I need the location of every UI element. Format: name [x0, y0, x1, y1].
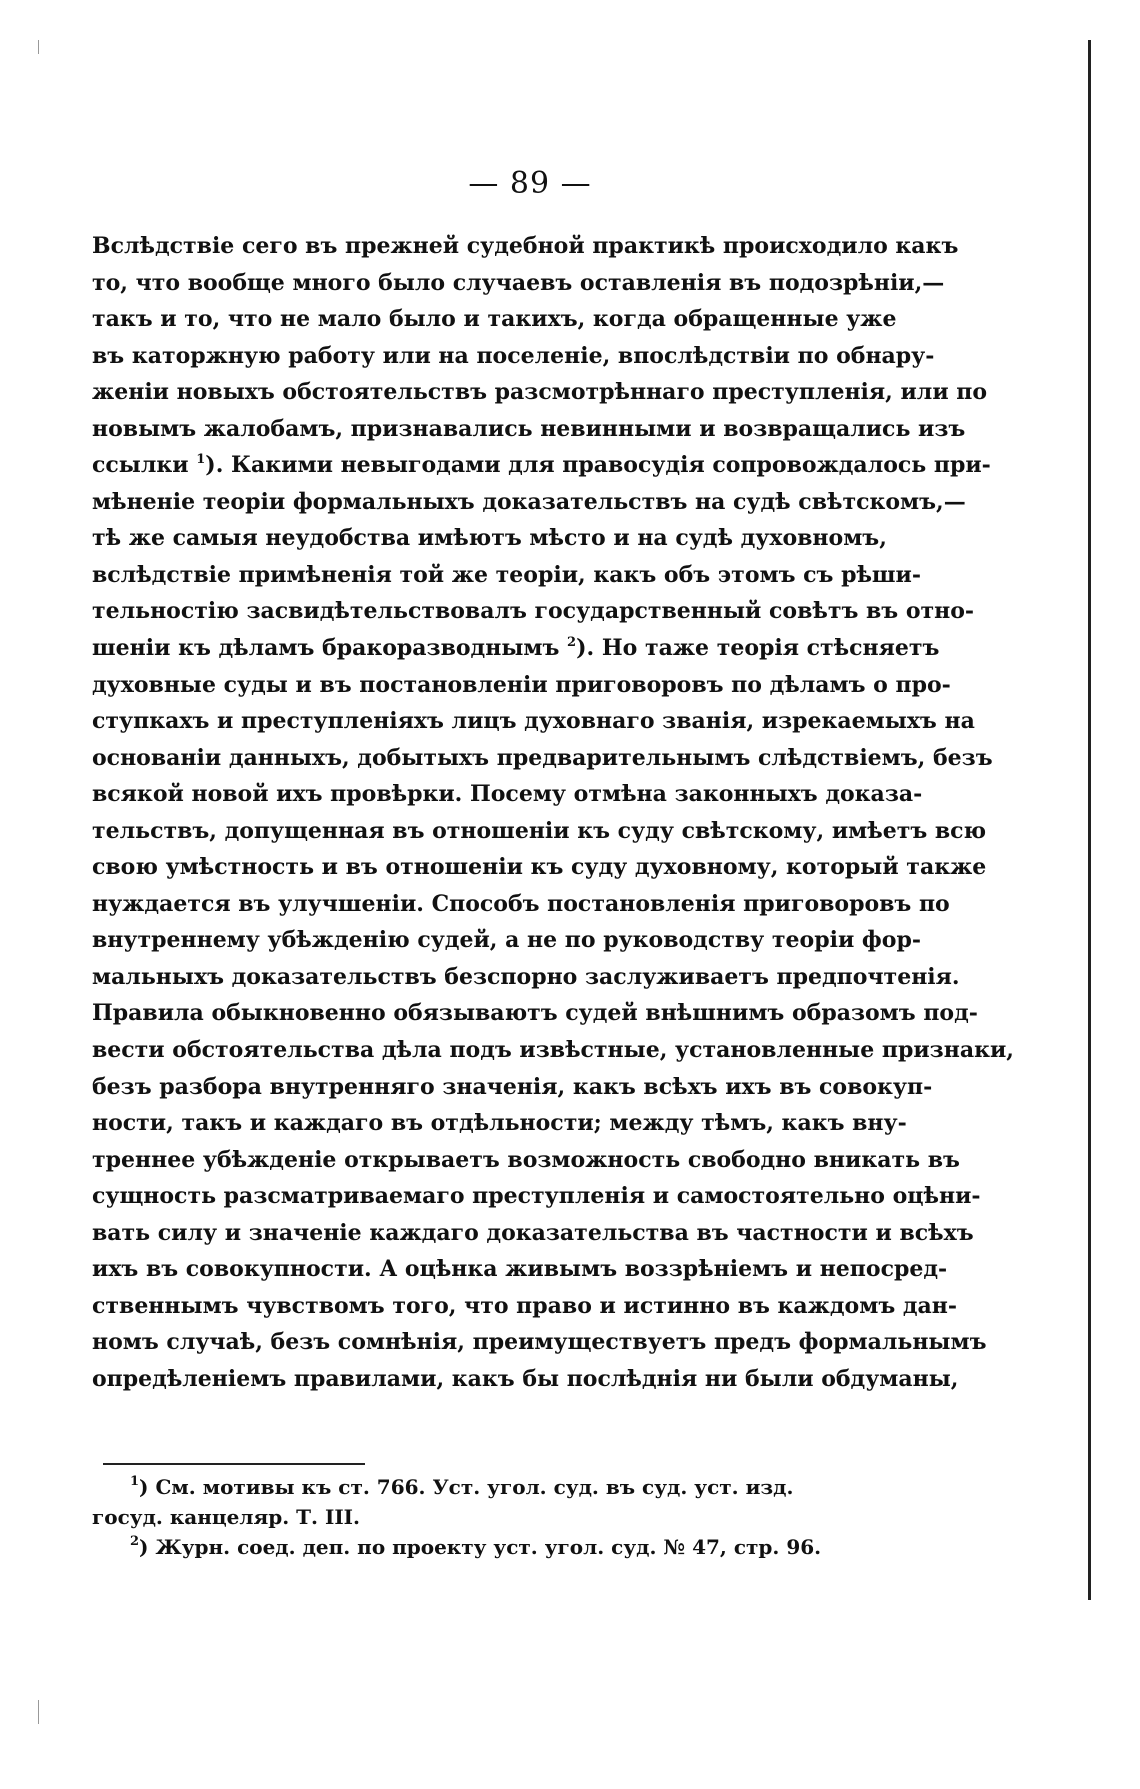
text-line: то, что вообще много было случаевъ оставленія въ подозрѣніи,—: [92, 269, 945, 296]
text-line: тѣ же самыя неудобства имѣютъ мѣсто и на судѣ духовномъ,: [92, 525, 887, 552]
footnote-2: [92, 1532, 872, 1562]
footnote-marker: 2: [130, 1534, 140, 1549]
text-line: основаніи данныхъ, добытыхъ предварительнымъ слѣдствіемъ, безъ: [92, 744, 993, 771]
text-line: треннее убѣжденіе открываетъ возможность свободно вникать въ: [92, 1146, 960, 1173]
text-line: безъ разбора внутренняго значенія, какъ всѣхъ ихъ въ совокуп-: [92, 1073, 933, 1100]
footnote-1: [92, 1472, 872, 1502]
text-line: [92, 630, 940, 667]
text-line: мѣненіе теоріи формальныхъ доказательствъ на судѣ свѣтскомъ,—: [92, 488, 966, 515]
text-line: ственнымъ чувствомъ того, что право и истинно въ каждомъ дан-: [92, 1292, 958, 1319]
text-line: сущность разсматриваемаго преступленія и самостоятельно оцѣни-: [92, 1183, 981, 1210]
text-line: тельностію засвидѣтельствовалъ государственный совѣтъ въ отно-: [92, 598, 975, 625]
text-line: вести обстоятельства дѣла подъ извѣстные, установленные признаки,: [92, 1037, 1014, 1064]
text-line: опредѣленіемъ правилами, какъ бы послѣднія ни были обдуманы,: [92, 1365, 959, 1392]
page-number: — 89 —: [468, 166, 592, 201]
footnote-text: ) Журн. соед. деп. по проекту уст. угол. суд. № 47, стр. 96.: [139, 1535, 822, 1559]
text-line: тельствъ, допущенная въ отношеніи къ суду свѣтскому, имѣетъ всю: [92, 817, 987, 844]
text-line: новымъ жалобамъ, признавались невинными и возвращались изъ: [92, 415, 966, 442]
text-line: ности, такъ и каждаго въ отдѣльности; между тѣмъ, какъ вну-: [92, 1110, 907, 1137]
text-line: свою умѣстность и въ отношеніи къ суду духовному, который также: [92, 854, 987, 881]
text-line: [92, 447, 991, 484]
text-line: въ каторжную работу или на поселеніе, впослѣдствіи по обнару-: [92, 342, 935, 369]
text-fragment: ссылки: [92, 452, 189, 479]
text-line: Вслѣдствіе сего въ прежней судебной практикѣ происходило какъ: [92, 233, 959, 259]
footnotes: [92, 1472, 872, 1562]
text-line: ступкахъ и преступленіяхъ лицъ духовнаго званія, изрекаемыхъ на: [92, 708, 975, 735]
text-line: номъ случаѣ, безъ сомнѣнія, преимуществуетъ предъ формальнымъ: [92, 1329, 987, 1356]
scan-edge-rule: [1088, 40, 1091, 1600]
footnote-divider: [103, 1463, 365, 1465]
text-line: нуждается въ улучшеніи. Способъ постановленія приговоровъ по: [92, 890, 950, 917]
footnote-ref-1: 1: [196, 452, 206, 468]
text-line: вать силу и значеніе каждаго доказательства въ частности и всѣхъ: [92, 1219, 974, 1246]
footnote-text: ) См. мотивы къ ст. 766. Уст. угол. суд. въ суд. уст. изд.: [139, 1475, 794, 1499]
text-line: ихъ въ совокупности. А оцѣнка живымъ воззрѣніемъ и непосред-: [92, 1256, 948, 1283]
footnote-1-continuation: госуд. канцеляр. Т. III.: [92, 1505, 360, 1529]
scan-edge-mark-bottom: [38, 1700, 39, 1724]
text-line: Правила обыкновенно обязываютъ судей внѣшнимъ образомъ под-: [92, 1000, 978, 1027]
text-line: мальныхъ доказательствъ безспорно заслуживаетъ предпочтенія.: [92, 963, 960, 990]
footnote-ref-2: 2: [567, 635, 577, 651]
text-line: вслѣдствіе примѣненія той же теоріи, какъ объ этомъ съ рѣши-: [92, 561, 922, 588]
text-fragment: шеніи къ дѣламъ бракоразводнымъ: [92, 635, 560, 662]
text-line: внутреннему убѣжденію судей, а не по руководству теоріи фор-: [92, 927, 921, 954]
text-line: всякой новой ихъ провѣрки. Посему отмѣна законныхъ доказа-: [92, 781, 923, 808]
text-line: такъ и то, что не мало было и такихъ, когда обращенные уже: [92, 306, 897, 333]
text-fragment: ). Но таже теорія стѣсняетъ: [576, 635, 940, 662]
text-line: духовные суды и въ постановленіи приговоровъ по дѣламъ о про-: [92, 671, 951, 698]
text-line: женіи новыхъ обстоятельствъ разсмотрѣннаго преступленія, или по: [92, 379, 988, 406]
main-text: [92, 228, 1014, 1398]
text-fragment: ). Какими невыгодами для правосудія сопровождалось при-: [205, 452, 991, 479]
footnote-marker: 1: [130, 1474, 140, 1489]
scan-edge-mark-top: [38, 40, 39, 54]
